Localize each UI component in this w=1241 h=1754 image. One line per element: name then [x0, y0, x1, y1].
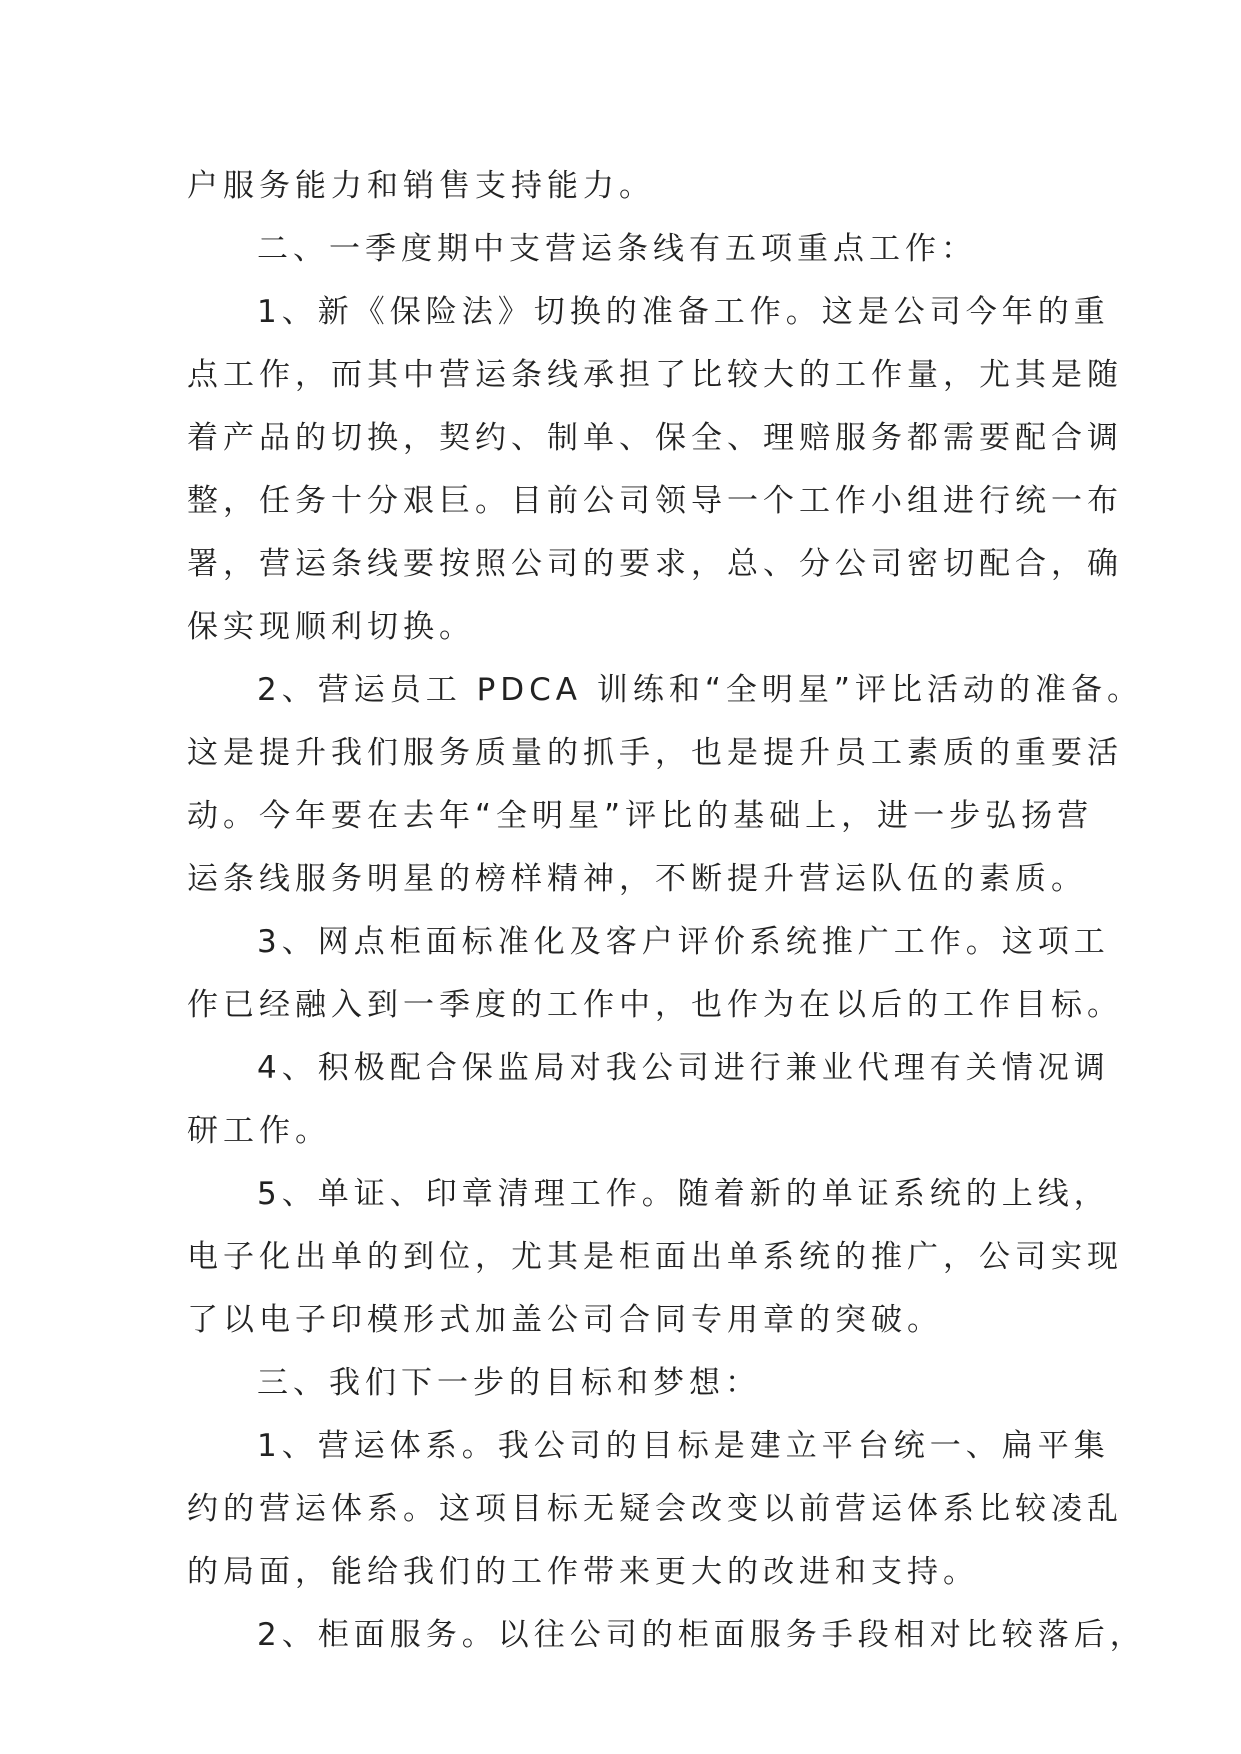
- text-line: 的局面，能给我们的工作带来更大的改进和支持。: [187, 1554, 979, 1590]
- text-line: 着产品的切换，契约、制单、保全、理赔服务都需要配合调: [187, 420, 1123, 456]
- text-line: 户服务能力和销售支持能力。: [187, 168, 655, 204]
- text-line: 5、单证、印章清理工作。随着新的单证系统的上线，: [257, 1176, 1110, 1212]
- text-line: 1、营运体系。我公司的目标是建立平台统一、扁平集: [257, 1428, 1110, 1464]
- text-line: 研工作。: [187, 1113, 331, 1149]
- text-line: 2、营运员工 PDCA 训练和“全明星”评比活动的准备。: [257, 672, 1143, 708]
- text-line: 约的营运体系。这项目标无疑会改变以前营运体系比较凌乱: [187, 1491, 1123, 1527]
- text-line: 署，营运条线要按照公司的要求，总、分公司密切配合，确: [187, 546, 1123, 582]
- text-line: 作已经融入到一季度的工作中，也作为在以后的工作目标。: [187, 987, 1123, 1023]
- text-line: 保实现顺利切换。: [187, 609, 475, 645]
- text-line: 点工作，而其中营运条线承担了比较大的工作量，尤其是随: [187, 357, 1123, 393]
- text-line: 动。今年要在去年“全明星”评比的基础上，进一步弘扬营: [187, 798, 1094, 834]
- document-body: [187, 155, 1146, 1667]
- section-heading: 二、一季度期中支营运条线有五项重点工作：: [257, 231, 977, 267]
- text-line: 3、网点柜面标准化及客户评价系统推广工作。这项工: [257, 924, 1110, 960]
- text-line: 整，任务十分艰巨。目前公司领导一个工作小组进行统一布: [187, 483, 1123, 519]
- text-line: 2、柜面服务。以往公司的柜面服务手段相对比较落后，: [257, 1617, 1146, 1653]
- text-line: 这是提升我们服务质量的抓手，也是提升员工素质的重要活: [187, 735, 1123, 771]
- text-line: 运条线服务明星的榜样精神，不断提升营运队伍的素质。: [187, 861, 1087, 897]
- text-line: 4、积极配合保监局对我公司进行兼业代理有关情况调: [257, 1050, 1110, 1086]
- text-line: 了以电子印模形式加盖公司合同专用章的突破。: [187, 1302, 943, 1338]
- section-heading: 三、我们下一步的目标和梦想：: [257, 1365, 761, 1401]
- text-line: 电子化出单的到位，尤其是柜面出单系统的推广，公司实现: [187, 1239, 1123, 1275]
- text-line: 1、新《保险法》切换的准备工作。这是公司今年的重: [257, 294, 1110, 330]
